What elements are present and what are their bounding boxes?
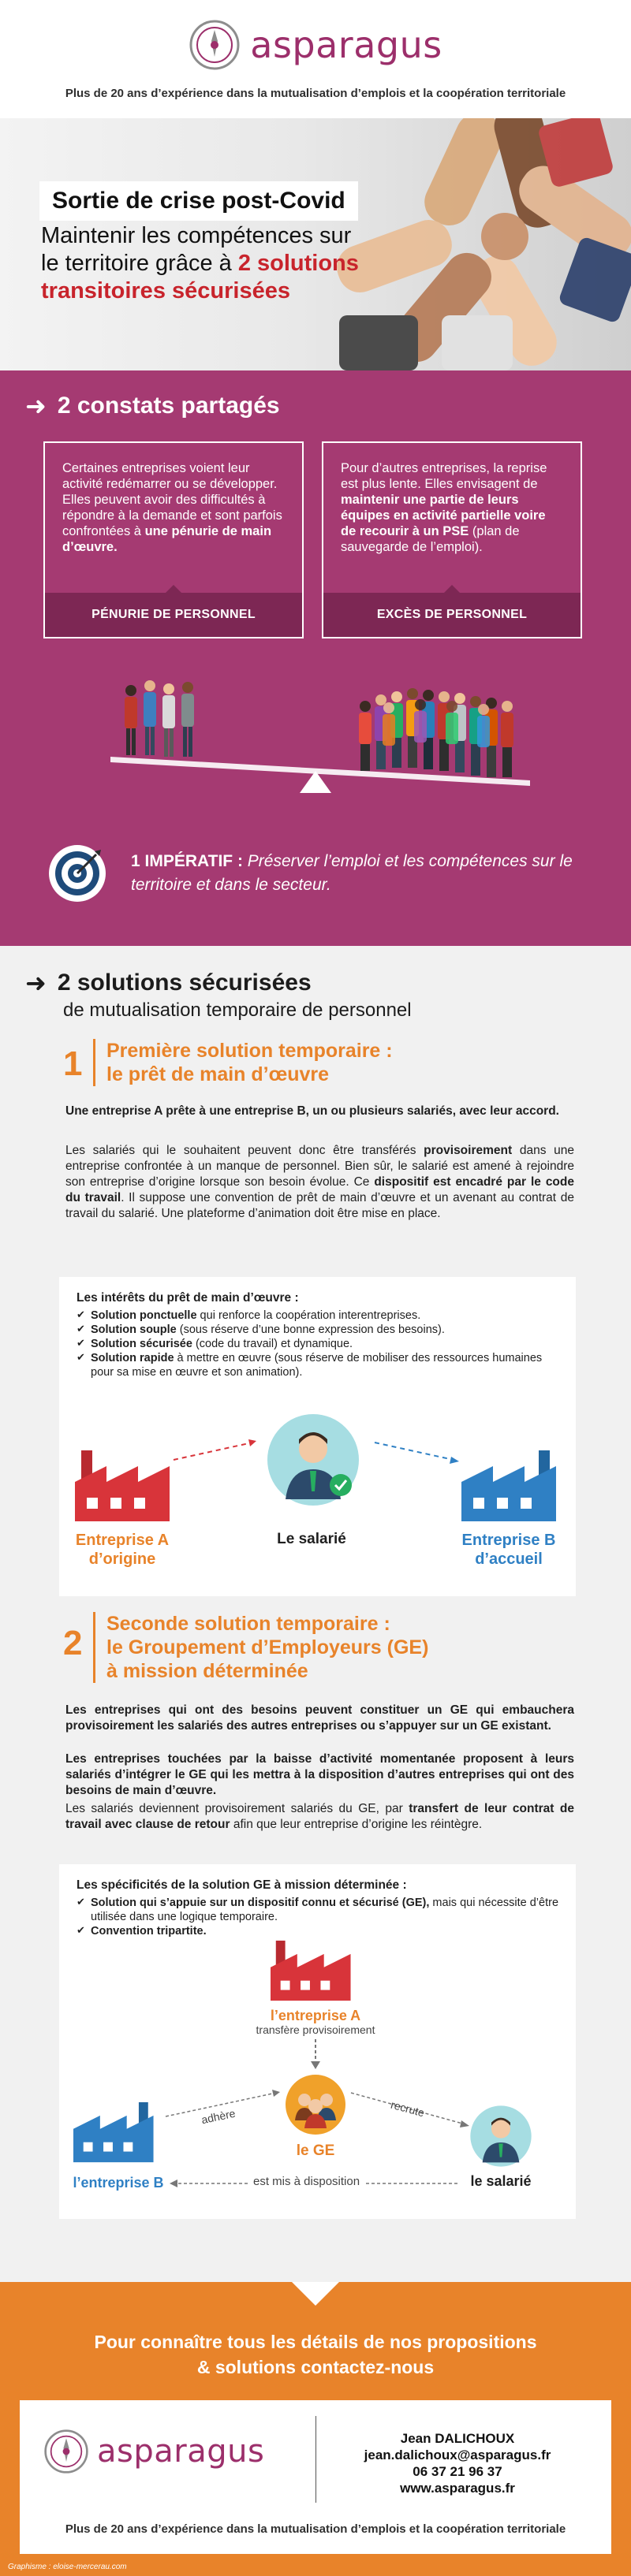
brand-name: asparagus	[250, 23, 442, 66]
contact-email-link[interactable]: jean.dalichoux@asparagus.fr	[364, 2448, 551, 2462]
entreprise-b-label	[446, 1531, 572, 1569]
cta-line2: & solutions contactez-nous	[196, 2357, 435, 2377]
entreprise-b-label-2: d’accueil	[475, 1550, 543, 1568]
asparagus-logo-icon	[43, 2429, 89, 2474]
people-group-left-icon	[125, 680, 194, 757]
s2-p3-c: afin que leur entreprise d’origine les réintègre.	[230, 1818, 483, 1831]
solutions-subtitle: de mutualisation temporaire de personnel	[63, 1000, 412, 1021]
balance-scale-illustration	[0, 654, 631, 812]
solutions-section	[0, 946, 631, 2282]
header-tagline: Plus de 20 ans d’expérience dans la mutualisation d’emplois et la coopération territoriale	[65, 86, 566, 100]
ge-salarie-label: le salarié	[470, 2173, 532, 2189]
entreprise-a-label	[67, 1531, 177, 1569]
solution-1-body	[65, 1143, 574, 1222]
solutions-title: 2 solutions sécurisées	[57, 970, 312, 996]
solution-2-p2	[65, 1751, 574, 1799]
arrow-right-icon: ➜	[25, 391, 47, 421]
imperatif-body: Préserver l’emploi et les compétences sur le territoire et dans le secteur.	[131, 852, 573, 894]
list-item	[77, 1351, 560, 1379]
arrow-dashed-blue-icon	[371, 1435, 465, 1466]
card-exces-text	[323, 443, 581, 555]
constats-section	[0, 370, 631, 946]
card-penurie-text-1: Certaines entreprises voient leur activité redémarrer ou se développer. Elles peuvent avoir des difficultés à répondre à la demande et sont parfois confrontées à	[62, 461, 282, 538]
adhere-label: adhère	[200, 2106, 237, 2127]
list-item-bold: Solution ponctuelle	[91, 1309, 197, 1322]
brand-logo	[189, 19, 442, 71]
dispo-label: est mis à disposition	[248, 2175, 364, 2188]
list-item-text: (sous réserve d’une bonne expression des besoins).	[176, 1323, 445, 1336]
contact-phone[interactable]: 06 37 21 96 37	[413, 2464, 502, 2479]
solution-1-number: 1	[63, 1044, 83, 1083]
section-notch	[292, 2282, 339, 2306]
list-item-bold: Solution rapide	[91, 1352, 174, 1364]
solution-2-p3	[65, 1801, 574, 1833]
solution-2-p1-text: Les entreprises qui ont des besoins peuvent constituer un GE qui embauchera provisoirement les salariés des autres entreprises ou s’appuyer sur un GE existant.	[65, 1703, 574, 1733]
contact-card	[20, 2400, 611, 2554]
ge-label: le GE	[296, 2142, 335, 2159]
footer-brand-name: asparagus	[97, 2433, 265, 2470]
solution-2-p1	[65, 1703, 574, 1734]
card-penurie-text-bold: une pénurie de main d’œuvre.	[62, 524, 272, 554]
card-penurie-footer: PÉNURIE DE PERSONNEL	[45, 593, 302, 637]
s1-p2-c: dans une entreprise confrontée à un manque de personnel. Bien sûr, le salarié est amené à rejoindre son entreprise d’origine lorsque son besoin évolue. Ce	[65, 1144, 574, 1189]
footer-tagline: Plus de 20 ans d’expérience dans la mutualisation d’emplois et la coopération territoriale	[65, 2522, 566, 2536]
card-exces-footer: EXCÈS DE PERSONNEL	[323, 593, 581, 637]
hero-banner	[0, 118, 631, 370]
salarie-label: Le salarié	[277, 1531, 346, 1547]
cta-line1: Pour connaître tous les détails de nos propositions	[94, 2332, 537, 2352]
solution-2-title-line1: Seconde solution temporaire :	[106, 1613, 390, 1635]
solution-1-intro-text: Une entreprise A prête à une entreprise B, un ou plusieurs salariés, avec leur accord.	[65, 1104, 559, 1118]
imperatif-block	[47, 843, 604, 903]
list-item-text: mais qui nécessite d’être utilisée dans une logique temporaire.	[91, 1897, 559, 1923]
footer-logo	[43, 2429, 264, 2474]
solution-2-number: 2	[63, 1624, 83, 1662]
s1-p2-e: . Il suppose une convention de prêt de main d’œuvre et un avenant au contrat de travail du salarié. Une plateforme d’animation doit être mise en place.	[65, 1191, 574, 1220]
imperatif-text	[131, 850, 604, 897]
solution-1-list-title: Les intérêts du prêt de main d’œuvre :	[77, 1291, 299, 1305]
ge-entreprise-a-label: l’entreprise A	[270, 2008, 361, 2023]
entreprise-a-label-1: Entreprise A	[75, 1532, 170, 1549]
solution-2-list-title: Les spécificités de la solution GE à mission déterminée :	[77, 1878, 407, 1892]
solution-2-box	[59, 1864, 576, 2219]
card-penurie	[43, 441, 304, 638]
list-item	[77, 1337, 560, 1351]
arrow-right-icon: ➜	[25, 968, 47, 998]
ge-entreprise-b-label: l’entreprise B	[73, 2175, 164, 2191]
hero-subtitle-accent1: 2 solutions	[237, 251, 359, 276]
solution-1-list-wrap	[59, 1277, 576, 1379]
hero-subtitle-line2: le territoire grâce à	[41, 251, 238, 276]
entreprise-a-label-2: d’origine	[88, 1550, 156, 1568]
s1-p2-b: provisoirement	[424, 1144, 513, 1157]
list-item-text: à mettre en œuvre (sous réserve de mobiliser des ressources humaines pour sa mise en œuvre et son animation).	[91, 1352, 543, 1379]
constats-heading	[25, 393, 280, 419]
recrute-label: recrute	[389, 2098, 426, 2120]
contact-website-link[interactable]: www.asparagus.fr	[400, 2481, 515, 2496]
list-item-bold: Solution souple	[91, 1323, 177, 1336]
list-item-bold: Solution sécurisée	[91, 1338, 192, 1350]
target-icon	[47, 843, 107, 903]
employee-avatar-icon	[266, 1413, 360, 1507]
header	[0, 0, 631, 118]
entreprise-b-label-1: Entreprise B	[461, 1532, 556, 1549]
solution-1-box	[59, 1277, 576, 1596]
arrow-dashed-red-icon	[170, 1435, 264, 1466]
factory-blue-icon	[461, 1450, 564, 1521]
solution-1-list	[77, 1308, 560, 1379]
solution-2-title-line2: le Groupement d’Employeurs (GE)	[106, 1636, 429, 1658]
solution-1-title	[93, 1039, 393, 1086]
solution-2-p2-text: Les entreprises touchées par la baisse d’activité momentanée proposent à leurs salariés d’intégrer le GE qui les mettra à la disposition d’autres entreprises qui ont des besoins de main d’œuvre.	[65, 1752, 574, 1797]
cta-text	[0, 2329, 631, 2380]
graphic-credit: Graphisme : eloise-mercerau.com	[8, 2563, 127, 2571]
people-group-right-icon	[359, 688, 513, 777]
solution-1-title-line1: Première solution temporaire :	[106, 1040, 393, 1062]
list-item-text: qui renforce la coopération interentreprises.	[196, 1309, 421, 1322]
constats-title: 2 constats partagés	[57, 393, 280, 419]
card-exces	[322, 441, 582, 638]
dashed-connector-lines	[59, 1864, 576, 2219]
solution-2-title-line3: à mission déterminée	[106, 1660, 308, 1682]
contact-info	[327, 2430, 588, 2496]
hero-title-box	[39, 181, 358, 221]
card-exces-text-bold: maintenir une partie de leurs équipes en activité partielle voire de recourir à un PSE	[341, 493, 546, 538]
hero-title: Sortie de crise post-Covid	[52, 188, 345, 214]
s2-p3-b: transfert de leur contrat de travail avec clause de retour	[65, 1802, 574, 1831]
solution-2-title	[93, 1612, 428, 1683]
solution-1-intro	[65, 1104, 574, 1119]
card-exces-text-1: Pour d’autres entreprises, la reprise est plus lente. Elles envisagent de	[341, 461, 547, 491]
solution-1-title-line2: le prêt de main d’œuvre	[106, 1063, 330, 1085]
contact-section	[0, 2282, 631, 2576]
s1-p2-d: dispositif est encadré par le code du travail	[65, 1175, 574, 1204]
solutions-heading	[25, 970, 312, 996]
hero-subtitle-accent2: transitoires sécurisées	[41, 278, 290, 303]
card-penurie-text	[45, 443, 302, 555]
card-exces-text-2: (plan de sauvegarde de l’emploi).	[341, 524, 520, 554]
hero-subtitle-line1: Maintenir les compétences sur	[41, 223, 352, 248]
list-item-bold: Convention tripartite.	[91, 1925, 207, 1938]
list-item-text: (code du travail) et dynamique.	[192, 1338, 353, 1350]
contact-name: Jean DALICHOUX	[400, 2431, 515, 2446]
list-item	[77, 1323, 560, 1337]
factory-red-icon	[75, 1450, 177, 1521]
list-item-bold: Solution qui s’appuie sur un dispositif connu et sécurisé (GE),	[91, 1897, 430, 1909]
asparagus-logo-icon	[189, 19, 241, 71]
s2-p3-a: Les salariés deviennent provisoirement salariés du GE, par	[65, 1802, 409, 1815]
transfere-label: transfère provisoirement	[256, 2023, 375, 2036]
imperatif-label: 1 IMPÉRATIF :	[131, 852, 248, 870]
list-item	[77, 1308, 560, 1323]
s1-p2-a: Les salariés qui le souhaitent peuvent donc être transférés	[65, 1144, 424, 1157]
hero-subtitle	[41, 222, 451, 305]
